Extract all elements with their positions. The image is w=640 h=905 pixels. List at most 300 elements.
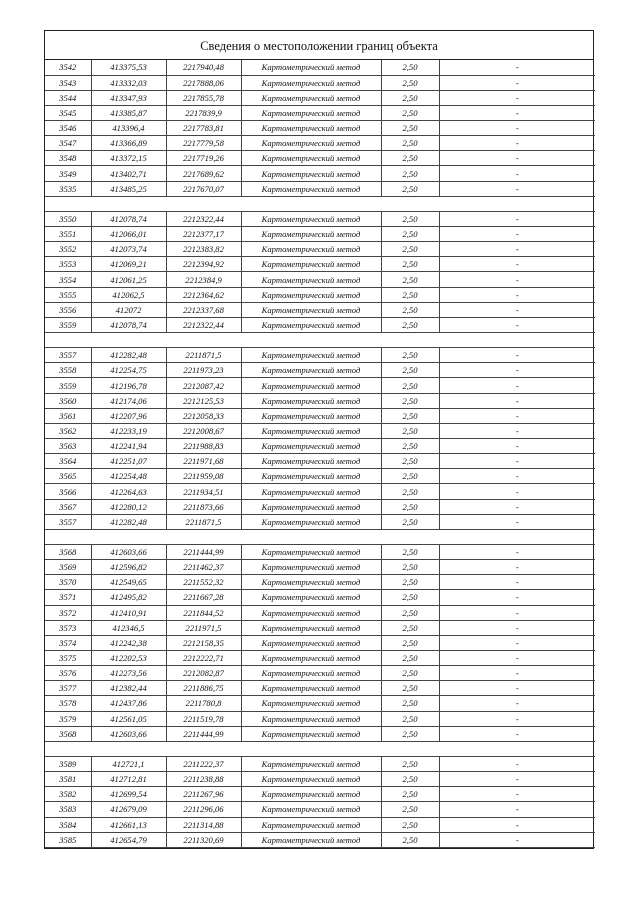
x-coordinate-cell: 412254,75 xyxy=(91,363,166,378)
y-coordinate-cell: 2211988,83 xyxy=(166,439,241,454)
method-cell: Картометрический метод xyxy=(241,378,381,393)
accuracy-cell: 2,50 xyxy=(381,227,439,242)
point-number-cell: 3551 xyxy=(45,227,91,242)
group-separator-row xyxy=(45,196,595,211)
description-cell: - xyxy=(439,348,595,363)
method-cell: Картометрический метод xyxy=(241,423,381,438)
description-cell: - xyxy=(439,650,595,665)
table-row xyxy=(45,151,595,166)
y-coordinate-cell: 2212337,68 xyxy=(166,302,241,317)
description-cell: - xyxy=(439,363,595,378)
y-coordinate-cell: 2211873,66 xyxy=(166,499,241,514)
description-cell: - xyxy=(439,681,595,696)
method-cell: Картометрический метод xyxy=(241,393,381,408)
y-coordinate-cell: 2217888,06 xyxy=(166,75,241,90)
x-coordinate-cell: 413385,87 xyxy=(91,105,166,120)
point-number-cell: 3581 xyxy=(45,772,91,787)
table-row xyxy=(45,166,595,181)
point-number-cell: 3575 xyxy=(45,650,91,665)
x-coordinate-cell: 412062,5 xyxy=(91,287,166,302)
description-cell: - xyxy=(439,772,595,787)
point-number-cell: 3548 xyxy=(45,151,91,166)
x-coordinate-cell: 412495,82 xyxy=(91,590,166,605)
method-cell: Картометрический метод xyxy=(241,408,381,423)
description-cell: - xyxy=(439,560,595,575)
group-separator-row xyxy=(45,333,595,348)
table-row xyxy=(45,423,595,438)
y-coordinate-cell: 2211886,75 xyxy=(166,681,241,696)
y-coordinate-cell: 2211552,32 xyxy=(166,575,241,590)
accuracy-cell: 2,50 xyxy=(381,287,439,302)
y-coordinate-cell: 2211871,5 xyxy=(166,514,241,529)
y-coordinate-cell: 2212008,67 xyxy=(166,423,241,438)
y-coordinate-cell: 2212158,35 xyxy=(166,635,241,650)
table-row xyxy=(45,696,595,711)
point-number-cell: 3578 xyxy=(45,696,91,711)
method-cell: Картометрический метод xyxy=(241,514,381,529)
point-number-cell: 3561 xyxy=(45,408,91,423)
accuracy-cell: 2,50 xyxy=(381,484,439,499)
table-row xyxy=(45,620,595,635)
y-coordinate-cell: 2217940,48 xyxy=(166,60,241,75)
point-number-cell: 3572 xyxy=(45,605,91,620)
x-coordinate-cell: 412679,09 xyxy=(91,802,166,817)
y-coordinate-cell: 2217689,62 xyxy=(166,166,241,181)
description-cell: - xyxy=(439,151,595,166)
point-number-cell: 3563 xyxy=(45,439,91,454)
y-coordinate-cell: 2212377,17 xyxy=(166,227,241,242)
y-coordinate-cell: 2211238,88 xyxy=(166,772,241,787)
table-row xyxy=(45,348,595,363)
description-cell: - xyxy=(439,575,595,590)
table-row xyxy=(45,136,595,151)
description-cell: - xyxy=(439,787,595,802)
method-cell: Картометрический метод xyxy=(241,590,381,605)
accuracy-cell: 2,50 xyxy=(381,772,439,787)
point-number-cell: 3582 xyxy=(45,787,91,802)
accuracy-cell: 2,50 xyxy=(381,439,439,454)
table-row xyxy=(45,726,595,741)
point-number-cell: 3535 xyxy=(45,181,91,196)
y-coordinate-cell: 2211519,78 xyxy=(166,711,241,726)
point-number-cell: 3550 xyxy=(45,211,91,226)
accuracy-cell: 2,50 xyxy=(381,378,439,393)
x-coordinate-cell: 412066,01 xyxy=(91,227,166,242)
y-coordinate-cell: 2211314,88 xyxy=(166,817,241,832)
x-coordinate-cell: 412699,54 xyxy=(91,787,166,802)
description-cell: - xyxy=(439,454,595,469)
method-cell: Картометрический метод xyxy=(241,181,381,196)
point-number-cell: 3553 xyxy=(45,257,91,272)
accuracy-cell: 2,50 xyxy=(381,393,439,408)
table-row xyxy=(45,302,595,317)
table-row xyxy=(45,832,595,847)
y-coordinate-cell: 2211959,08 xyxy=(166,469,241,484)
x-coordinate-cell: 412273,56 xyxy=(91,666,166,681)
table-row xyxy=(45,181,595,196)
y-coordinate-cell: 2217670,07 xyxy=(166,181,241,196)
table-row xyxy=(45,242,595,257)
method-cell: Картометрический метод xyxy=(241,90,381,105)
accuracy-cell: 2,50 xyxy=(381,499,439,514)
point-number-cell: 3555 xyxy=(45,287,91,302)
table-row xyxy=(45,439,595,454)
x-coordinate-cell: 412264,63 xyxy=(91,484,166,499)
y-coordinate-cell: 2212222,71 xyxy=(166,650,241,665)
method-cell: Картометрический метод xyxy=(241,666,381,681)
y-coordinate-cell: 2212322,44 xyxy=(166,317,241,332)
accuracy-cell: 2,50 xyxy=(381,817,439,832)
accuracy-cell: 2,50 xyxy=(381,151,439,166)
x-coordinate-cell: 412661,13 xyxy=(91,817,166,832)
coordinates-sheet xyxy=(44,30,594,849)
description-cell: - xyxy=(439,514,595,529)
description-cell: - xyxy=(439,590,595,605)
accuracy-cell: 2,50 xyxy=(381,756,439,771)
x-coordinate-cell: 412282,48 xyxy=(91,514,166,529)
y-coordinate-cell: 2211296,06 xyxy=(166,802,241,817)
description-cell: - xyxy=(439,136,595,151)
accuracy-cell: 2,50 xyxy=(381,514,439,529)
accuracy-cell: 2,50 xyxy=(381,787,439,802)
point-number-cell: 3576 xyxy=(45,666,91,681)
accuracy-cell: 2,50 xyxy=(381,136,439,151)
accuracy-cell: 2,50 xyxy=(381,121,439,136)
method-cell: Картометрический метод xyxy=(241,560,381,575)
accuracy-cell: 2,50 xyxy=(381,575,439,590)
x-coordinate-cell: 412069,21 xyxy=(91,257,166,272)
method-cell: Картометрический метод xyxy=(241,696,381,711)
method-cell: Картометрический метод xyxy=(241,605,381,620)
point-number-cell: 3571 xyxy=(45,590,91,605)
table-row xyxy=(45,378,595,393)
point-number-cell: 3558 xyxy=(45,363,91,378)
method-cell: Картометрический метод xyxy=(241,242,381,257)
description-cell: - xyxy=(439,90,595,105)
table-row xyxy=(45,484,595,499)
point-number-cell: 3577 xyxy=(45,681,91,696)
table-row xyxy=(45,666,595,681)
y-coordinate-cell: 2217719,26 xyxy=(166,151,241,166)
point-number-cell: 3570 xyxy=(45,575,91,590)
point-number-cell: 3589 xyxy=(45,756,91,771)
point-number-cell: 3559 xyxy=(45,378,91,393)
accuracy-cell: 2,50 xyxy=(381,666,439,681)
x-coordinate-cell: 412202,53 xyxy=(91,650,166,665)
table-row xyxy=(45,287,595,302)
y-coordinate-cell: 2212383,82 xyxy=(166,242,241,257)
table-row xyxy=(45,75,595,90)
point-number-cell: 3554 xyxy=(45,272,91,287)
y-coordinate-cell: 2217783,81 xyxy=(166,121,241,136)
method-cell: Картометрический метод xyxy=(241,650,381,665)
x-coordinate-cell: 413485,25 xyxy=(91,181,166,196)
accuracy-cell: 2,50 xyxy=(381,272,439,287)
table-row xyxy=(45,469,595,484)
description-cell: - xyxy=(439,484,595,499)
method-cell: Картометрический метод xyxy=(241,121,381,136)
table-row xyxy=(45,227,595,242)
description-cell: - xyxy=(439,257,595,272)
accuracy-cell: 2,50 xyxy=(381,317,439,332)
y-coordinate-cell: 2211667,28 xyxy=(166,590,241,605)
table-row xyxy=(45,90,595,105)
accuracy-cell: 2,50 xyxy=(381,711,439,726)
table-row xyxy=(45,393,595,408)
table-row xyxy=(45,105,595,120)
accuracy-cell: 2,50 xyxy=(381,590,439,605)
method-cell: Картометрический метод xyxy=(241,484,381,499)
accuracy-cell: 2,50 xyxy=(381,105,439,120)
accuracy-cell: 2,50 xyxy=(381,242,439,257)
method-cell: Картометрический метод xyxy=(241,166,381,181)
y-coordinate-cell: 2212394,92 xyxy=(166,257,241,272)
y-coordinate-cell: 2217839,9 xyxy=(166,105,241,120)
description-cell: - xyxy=(439,408,595,423)
accuracy-cell: 2,50 xyxy=(381,560,439,575)
sheet-title: Сведения о местоположении границ объекта xyxy=(45,31,593,60)
accuracy-cell: 2,50 xyxy=(381,302,439,317)
method-cell: Картометрический метод xyxy=(241,620,381,635)
method-cell: Картометрический метод xyxy=(241,287,381,302)
x-coordinate-cell: 412061,25 xyxy=(91,272,166,287)
method-cell: Картометрический метод xyxy=(241,756,381,771)
accuracy-cell: 2,50 xyxy=(381,257,439,272)
point-number-cell: 3579 xyxy=(45,711,91,726)
table-row xyxy=(45,605,595,620)
description-cell: - xyxy=(439,469,595,484)
accuracy-cell: 2,50 xyxy=(381,211,439,226)
point-number-cell: 3573 xyxy=(45,620,91,635)
table-row xyxy=(45,545,595,560)
point-number-cell: 3585 xyxy=(45,832,91,847)
y-coordinate-cell: 2211973,23 xyxy=(166,363,241,378)
description-cell: - xyxy=(439,726,595,741)
accuracy-cell: 2,50 xyxy=(381,166,439,181)
method-cell: Картометрический метод xyxy=(241,575,381,590)
method-cell: Картометрический метод xyxy=(241,257,381,272)
method-cell: Картометрический метод xyxy=(241,272,381,287)
y-coordinate-cell: 2211871,5 xyxy=(166,348,241,363)
point-number-cell: 3556 xyxy=(45,302,91,317)
x-coordinate-cell: 412346,5 xyxy=(91,620,166,635)
accuracy-cell: 2,50 xyxy=(381,635,439,650)
point-number-cell: 3544 xyxy=(45,90,91,105)
x-coordinate-cell: 412196,78 xyxy=(91,378,166,393)
table-row xyxy=(45,802,595,817)
accuracy-cell: 2,50 xyxy=(381,605,439,620)
coordinates-table-body xyxy=(45,60,595,847)
description-cell: - xyxy=(439,817,595,832)
table-row xyxy=(45,650,595,665)
coordinates-table xyxy=(45,60,595,848)
x-coordinate-cell: 413332,03 xyxy=(91,75,166,90)
table-row xyxy=(45,60,595,75)
method-cell: Картометрический метод xyxy=(241,302,381,317)
point-number-cell: 3568 xyxy=(45,726,91,741)
table-row xyxy=(45,635,595,650)
method-cell: Картометрический метод xyxy=(241,817,381,832)
method-cell: Картометрический метод xyxy=(241,545,381,560)
accuracy-cell: 2,50 xyxy=(381,545,439,560)
table-row xyxy=(45,711,595,726)
y-coordinate-cell: 2212087,42 xyxy=(166,378,241,393)
table-row xyxy=(45,560,595,575)
accuracy-cell: 2,50 xyxy=(381,363,439,378)
x-coordinate-cell: 412280,12 xyxy=(91,499,166,514)
accuracy-cell: 2,50 xyxy=(381,423,439,438)
description-cell: - xyxy=(439,166,595,181)
table-row xyxy=(45,121,595,136)
point-number-cell: 3560 xyxy=(45,393,91,408)
description-cell: - xyxy=(439,272,595,287)
description-cell: - xyxy=(439,378,595,393)
method-cell: Картометрический метод xyxy=(241,832,381,847)
y-coordinate-cell: 2212058,33 xyxy=(166,408,241,423)
accuracy-cell: 2,50 xyxy=(381,75,439,90)
y-coordinate-cell: 2211971,68 xyxy=(166,454,241,469)
point-number-cell: 3584 xyxy=(45,817,91,832)
table-row xyxy=(45,772,595,787)
table-row xyxy=(45,257,595,272)
table-row xyxy=(45,408,595,423)
point-number-cell: 3566 xyxy=(45,484,91,499)
description-cell: - xyxy=(439,499,595,514)
x-coordinate-cell: 412251,07 xyxy=(91,454,166,469)
point-number-cell: 3552 xyxy=(45,242,91,257)
table-row xyxy=(45,272,595,287)
x-coordinate-cell: 412382,44 xyxy=(91,681,166,696)
x-coordinate-cell: 412603,66 xyxy=(91,726,166,741)
group-separator-row xyxy=(45,741,595,756)
description-cell: - xyxy=(439,620,595,635)
y-coordinate-cell: 2212082,87 xyxy=(166,666,241,681)
x-coordinate-cell: 412241,94 xyxy=(91,439,166,454)
accuracy-cell: 2,50 xyxy=(381,681,439,696)
table-row xyxy=(45,681,595,696)
accuracy-cell: 2,50 xyxy=(381,181,439,196)
accuracy-cell: 2,50 xyxy=(381,454,439,469)
table-row xyxy=(45,454,595,469)
y-coordinate-cell: 2212125,53 xyxy=(166,393,241,408)
x-coordinate-cell: 412721,1 xyxy=(91,756,166,771)
description-cell: - xyxy=(439,635,595,650)
separator-cell xyxy=(45,741,595,756)
point-number-cell: 3547 xyxy=(45,136,91,151)
y-coordinate-cell: 2211934,51 xyxy=(166,484,241,499)
table-row xyxy=(45,363,595,378)
method-cell: Картометрический метод xyxy=(241,136,381,151)
description-cell: - xyxy=(439,393,595,408)
accuracy-cell: 2,50 xyxy=(381,696,439,711)
y-coordinate-cell: 2211462,37 xyxy=(166,560,241,575)
y-coordinate-cell: 2211844,52 xyxy=(166,605,241,620)
y-coordinate-cell: 2211971,5 xyxy=(166,620,241,635)
description-cell: - xyxy=(439,287,595,302)
x-coordinate-cell: 413366,89 xyxy=(91,136,166,151)
method-cell: Картометрический метод xyxy=(241,802,381,817)
table-row xyxy=(45,817,595,832)
x-coordinate-cell: 412233,19 xyxy=(91,423,166,438)
point-number-cell: 3565 xyxy=(45,469,91,484)
table-row xyxy=(45,590,595,605)
x-coordinate-cell: 412207,96 xyxy=(91,408,166,423)
point-number-cell: 3543 xyxy=(45,75,91,90)
x-coordinate-cell: 412072 xyxy=(91,302,166,317)
x-coordinate-cell: 413372,15 xyxy=(91,151,166,166)
y-coordinate-cell: 2211222,37 xyxy=(166,756,241,771)
description-cell: - xyxy=(439,439,595,454)
method-cell: Картометрический метод xyxy=(241,439,381,454)
y-coordinate-cell: 2211444,99 xyxy=(166,726,241,741)
y-coordinate-cell: 2212384,9 xyxy=(166,272,241,287)
x-coordinate-cell: 412254,48 xyxy=(91,469,166,484)
group-separator-row xyxy=(45,529,595,544)
point-number-cell: 3545 xyxy=(45,105,91,120)
table-row xyxy=(45,317,595,332)
point-number-cell: 3564 xyxy=(45,454,91,469)
description-cell: - xyxy=(439,802,595,817)
method-cell: Картометрический метод xyxy=(241,227,381,242)
method-cell: Картометрический метод xyxy=(241,151,381,166)
table-row xyxy=(45,756,595,771)
table-row xyxy=(45,499,595,514)
y-coordinate-cell: 2211320,69 xyxy=(166,832,241,847)
x-coordinate-cell: 412654,79 xyxy=(91,832,166,847)
description-cell: - xyxy=(439,242,595,257)
method-cell: Картометрический метод xyxy=(241,348,381,363)
point-number-cell: 3567 xyxy=(45,499,91,514)
x-coordinate-cell: 412410,91 xyxy=(91,605,166,620)
description-cell: - xyxy=(439,605,595,620)
x-coordinate-cell: 413375,53 xyxy=(91,60,166,75)
description-cell: - xyxy=(439,317,595,332)
accuracy-cell: 2,50 xyxy=(381,408,439,423)
method-cell: Картометрический метод xyxy=(241,75,381,90)
x-coordinate-cell: 413396,4 xyxy=(91,121,166,136)
description-cell: - xyxy=(439,105,595,120)
accuracy-cell: 2,50 xyxy=(381,726,439,741)
x-coordinate-cell: 412242,38 xyxy=(91,635,166,650)
method-cell: Картометрический метод xyxy=(241,363,381,378)
accuracy-cell: 2,50 xyxy=(381,620,439,635)
x-coordinate-cell: 412437,86 xyxy=(91,696,166,711)
description-cell: - xyxy=(439,302,595,317)
method-cell: Картометрический метод xyxy=(241,787,381,802)
description-cell: - xyxy=(439,423,595,438)
table-row xyxy=(45,575,595,590)
description-cell: - xyxy=(439,60,595,75)
x-coordinate-cell: 413347,93 xyxy=(91,90,166,105)
point-number-cell: 3559 xyxy=(45,317,91,332)
accuracy-cell: 2,50 xyxy=(381,650,439,665)
x-coordinate-cell: 412282,48 xyxy=(91,348,166,363)
y-coordinate-cell: 2211780,8 xyxy=(166,696,241,711)
x-coordinate-cell: 412603,66 xyxy=(91,545,166,560)
x-coordinate-cell: 412174,06 xyxy=(91,393,166,408)
separator-cell xyxy=(45,196,595,211)
method-cell: Картометрический метод xyxy=(241,772,381,787)
table-row xyxy=(45,211,595,226)
description-cell: - xyxy=(439,181,595,196)
point-number-cell: 3557 xyxy=(45,348,91,363)
y-coordinate-cell: 2211267,96 xyxy=(166,787,241,802)
method-cell: Картометрический метод xyxy=(241,105,381,120)
y-coordinate-cell: 2212322,44 xyxy=(166,211,241,226)
x-coordinate-cell: 412078,74 xyxy=(91,211,166,226)
method-cell: Картометрический метод xyxy=(241,681,381,696)
method-cell: Картометрический метод xyxy=(241,726,381,741)
